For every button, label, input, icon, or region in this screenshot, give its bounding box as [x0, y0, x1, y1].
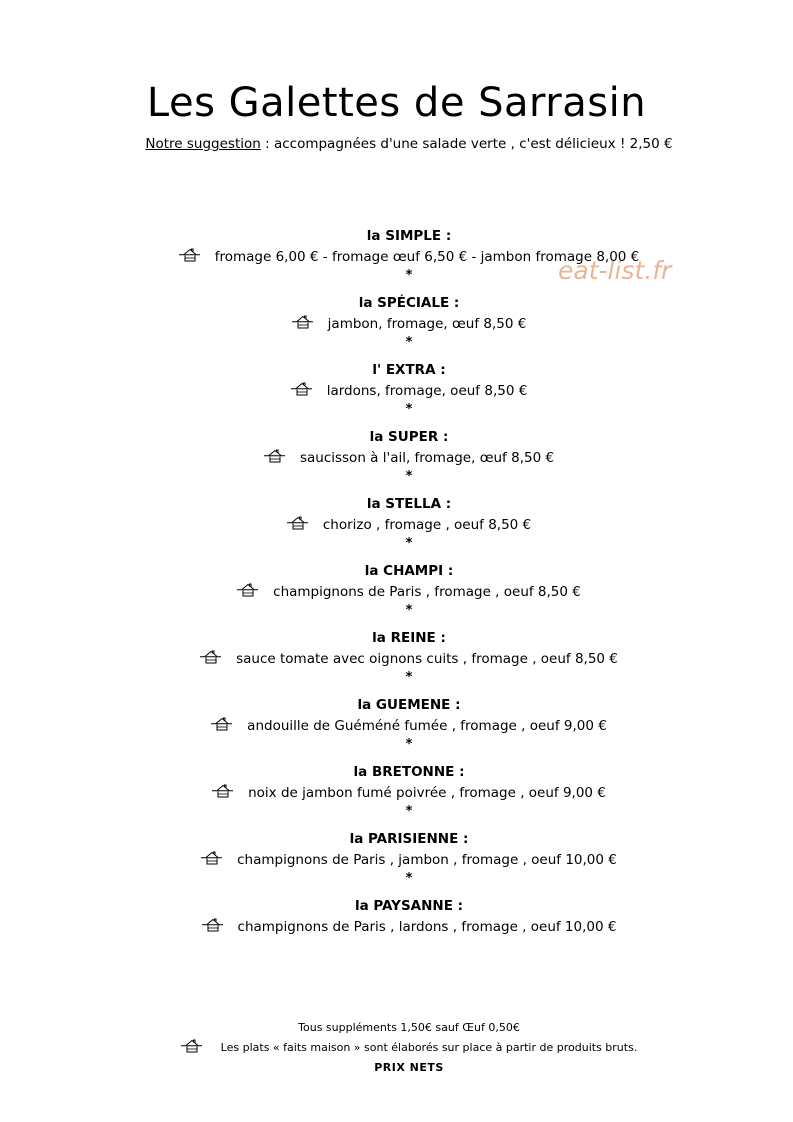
menu-item-description	[0, 313, 793, 335]
fait-maison-house-icon	[292, 314, 314, 330]
fait-maison-house-icon	[181, 1038, 203, 1054]
menu-item-description	[0, 916, 793, 938]
item-separator: *	[405, 536, 413, 551]
menu-item-description-text: noix de jambon fumé poivrée , fromage , oeuf 9,00 €	[248, 785, 606, 801]
menu-item	[0, 762, 793, 829]
menu-item	[0, 226, 793, 293]
menu-item	[0, 360, 793, 427]
footer	[0, 1018, 793, 1078]
supplements-note: Tous suppléments 1,50€ sauf Œuf 0,50€	[298, 1021, 520, 1034]
watermark: eat-list.fr	[558, 256, 672, 285]
item-separator: *	[405, 804, 413, 819]
fait-maison-house-icon	[287, 515, 309, 531]
galette-menu-list	[0, 226, 793, 963]
menu-item-name: la STELLA :	[366, 496, 452, 512]
menu-item	[0, 628, 793, 695]
fait-maison-house-icon	[211, 716, 233, 732]
menu-item-description-text: champignons de Paris , lardons , fromage , oeuf 10,00 €	[237, 919, 617, 935]
item-separator: *	[405, 268, 413, 283]
menu-item-description	[0, 514, 793, 536]
item-separator: *	[405, 603, 413, 618]
menu-item-name: la SPÉCIALE :	[358, 295, 460, 311]
prix-nets-label: PRIX NETS	[374, 1061, 444, 1074]
menu-item-description	[0, 715, 793, 737]
item-separator: *	[405, 335, 413, 350]
item-separator: *	[405, 469, 413, 484]
fait-maison-house-icon	[179, 247, 201, 263]
fait-maison-house-icon	[212, 783, 234, 799]
fait-maison-text: Les plats « faits maison » sont élaborés sur place à partir de produits bruts.	[220, 1041, 638, 1054]
menu-item-description-text: saucisson à l'ail, fromage, œuf 8,50 €	[299, 450, 555, 466]
item-separator: *	[405, 871, 413, 886]
menu-item-name: la SIMPLE :	[366, 228, 452, 244]
menu-item-description-text: champignons de Paris , jambon , fromage , oeuf 10,00 €	[237, 852, 617, 868]
menu-item-name: l' EXTRA :	[372, 362, 446, 378]
menu-item-description	[0, 447, 793, 469]
menu-item-description	[0, 849, 793, 871]
menu-item-name: la CHAMPI :	[364, 563, 454, 579]
menu-item-description	[0, 581, 793, 603]
menu-item-name: la REINE :	[372, 630, 446, 646]
menu-item-name: la SUPER :	[369, 429, 449, 445]
menu-item-description-text: chorizo , fromage , oeuf 8,50 €	[322, 517, 532, 533]
menu-item-name: la PARISIENNE :	[349, 831, 469, 847]
fait-maison-house-icon	[291, 381, 313, 397]
item-separator: *	[405, 402, 413, 417]
menu-item-name: la PAYSANNE :	[354, 898, 464, 914]
menu-item-description-text: andouille de Guéméné fumée , fromage , oeuf 9,00 €	[247, 718, 607, 734]
fait-maison-house-icon	[237, 582, 259, 598]
fait-maison-house-icon	[201, 850, 223, 866]
menu-item-name: la BRETONNE :	[353, 764, 465, 780]
menu-item-description-text: champignons de Paris , fromage , oeuf 8,50 €	[273, 584, 581, 600]
fait-maison-note	[0, 1038, 793, 1058]
fait-maison-house-icon	[264, 448, 286, 464]
suggestion-line	[0, 136, 793, 152]
menu-item-description	[0, 246, 793, 268]
item-separator: *	[405, 670, 413, 685]
menu-item-name: la GUEMENE :	[357, 697, 461, 713]
menu-item	[0, 561, 793, 628]
menu-item-description	[0, 782, 793, 804]
menu-item	[0, 896, 793, 963]
suggestion-text: : accompagnées d'une salade verte , c'est délicieux ! 2,50 €	[260, 136, 673, 152]
menu-item-description-text: fromage 6,00 € - fromage œuf 6,50 € - jambon fromage 8,00 €	[214, 249, 640, 265]
item-separator: *	[405, 737, 413, 752]
page-title: Les Galettes de Sarrasin	[146, 80, 647, 126]
menu-item-description-text: jambon, fromage, œuf 8,50 €	[327, 316, 527, 332]
menu-item	[0, 293, 793, 360]
suggestion-label: Notre suggestion	[145, 136, 261, 152]
menu-item-description	[0, 380, 793, 402]
fait-maison-house-icon	[202, 917, 224, 933]
menu-item	[0, 695, 793, 762]
menu-item	[0, 494, 793, 561]
menu-item	[0, 829, 793, 896]
menu-item-description-text: sauce tomate avec oignons cuits , fromage , oeuf 8,50 €	[236, 651, 618, 667]
fait-maison-house-icon	[200, 649, 222, 665]
menu-item	[0, 427, 793, 494]
menu-item-description-text: lardons, fromage, oeuf 8,50 €	[326, 383, 528, 399]
menu-item-description	[0, 648, 793, 670]
